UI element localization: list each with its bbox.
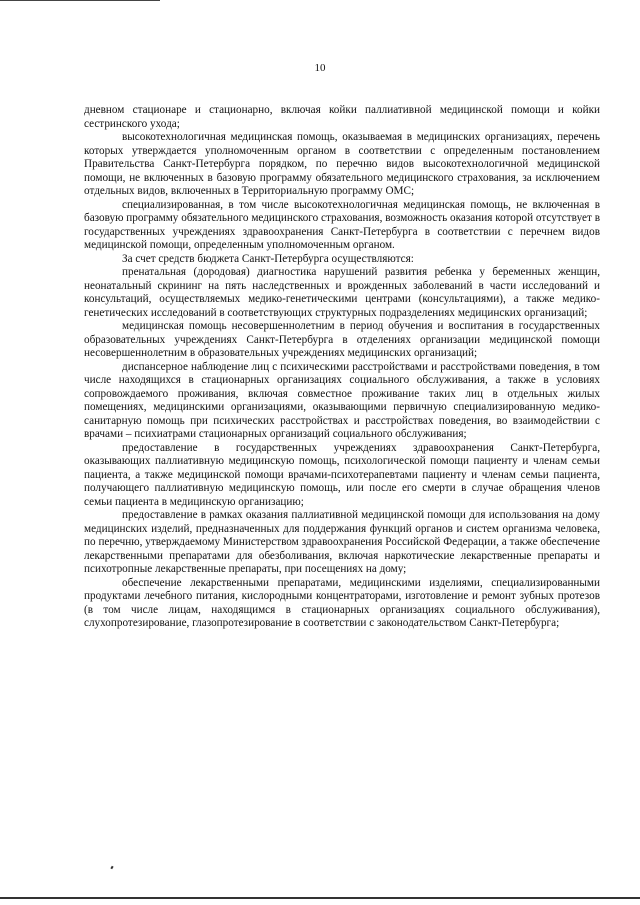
paragraph: дневном стационаре и стационарно, включая койки паллиативной медицинской помощи и койки сестринского ухода; xyxy=(84,104,600,130)
page-number: 10 xyxy=(314,62,326,74)
paragraph: высокотехнологичная медицинская помощь, оказываемая в медицинских организациях, перечень которых утверждается уполномоченным органом в соответствии с определенным постановлением Правительства Санкт-Петербурга порядком, по перечню видов высокотехнологичной медицинской помощи, не включенных в базовую программу обязательного медицинского страхования, за исключением отдельных видов, включенных в Территориальную программу ОМС; xyxy=(84,131,600,197)
paragraph: За счет средств бюджета Санкт-Петербурга осуществляются: xyxy=(122,252,414,265)
paragraph: предоставление в рамках оказания паллиативной медицинской помощи для использования на дому медицинских изделий, предназначенных для поддержания функций органов и систем организма человека, по перечню, утверждаемому Министерством здравоохранения Российской Федерации, а также обеспечение лекарственными препаратами для обезболивания, включая наркотические лекарственные препараты и психотропные лекарственные препараты, при посещениях на дому; xyxy=(84,509,600,575)
paragraph: диспансерное наблюдение лиц с психическими расстройствами и расстройствами поведения, в том числе находящихся в стационарных организациях социального обслуживания, а также в условиях сопровождаемого проживания, включая совместное проживание таких лиц в отдельных жилых помещениях, медицинскими организациями, оказывающими первичную специализированную медико-санитарную помощь при психических расстройствах и расстройствах поведения, во взаимодействии с врачами – психиатрами стационарных организаций социального обслуживания; xyxy=(84,360,600,440)
scan-top-edge-line xyxy=(0,0,160,1)
paragraph: обеспечение лекарственными препаратами, медицинскими изделиями, специализированными продуктами лечебного питания, кислородными концентраторами, изготовление и ремонт зубных протезов (в том числе лицам, находящимся в стационарных организациях социального обслуживания), слухопротезирование, глазопротезирование в соответствии с законодательством Санкт-Петербурга; xyxy=(84,576,600,629)
paragraph: предоставление в государственных учреждениях здравоохранения Санкт-Петербурга, оказывающих паллиативную медицинскую помощь, психологической помощи пациенту и членам семьи пациента, а также медицинской помощи врачами-психотерапевтами пациенту и членам семьи пациента, получающего паллиативную медицинскую помощь, или после его смерти в случае обращения членов семьи пациента в медицинскую организацию; xyxy=(84,441,600,508)
paragraph: пренатальная (дородовая) диагностика нарушений развития ребенка у беременных женщин, неонатальный скрининг на пять наследственных и врожденных заболеваний в части исследований и консультаций, осуществляемых медико-генетическими центрами (консультациями), а также медико-генетических исследований в соответствующих структурных подразделениях медицинских организаций; xyxy=(84,266,600,319)
scan-bottom-edge-line xyxy=(0,897,640,899)
document-body xyxy=(84,104,600,631)
scan-speck-mark xyxy=(110,866,113,870)
paragraph: медицинская помощь несовершеннолетним в период обучения и воспитания в государственных образовательных учреждениях Санкт-Петербурга в отделениях организации медицинской помощи несовершеннолетним в образовательных учреждениях медицинских организаций; xyxy=(84,320,600,359)
paragraph: специализированная, в том числе высокотехнологичная медицинская помощь, не включенная в базовую программу обязательного медицинского страхования, возможность оказания которой отсутствует в государственных учреждениях здравоохранения Санкт-Петербурга в соответствии с перечнем видов медицинской помощи, определенным уполномоченным органом. xyxy=(84,198,600,251)
